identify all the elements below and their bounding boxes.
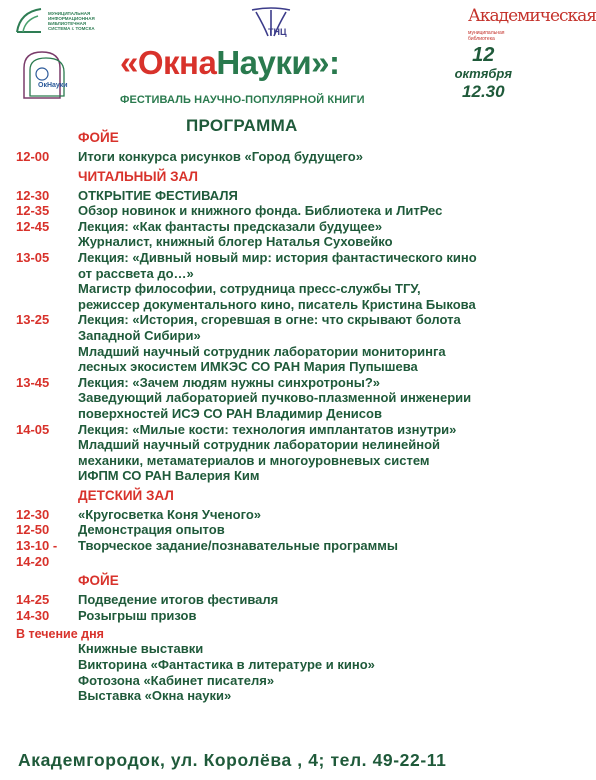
schedule-row (16, 522, 526, 538)
date-time: 12.30 (462, 82, 505, 101)
schedule-row (16, 219, 526, 235)
akadem-logo-small: муниципальная библиотека (468, 30, 505, 42)
row-continuation: режиссер документального кино, писатель Кристина Быкова (78, 296, 476, 312)
row-continuation: механики, метаматериалов и многоуровневых систем (78, 452, 430, 468)
during-item: Выставка «Окна науки» (78, 688, 232, 704)
schedule-row (16, 554, 526, 570)
row-text: Лекция: «Дивный новый мир: история фантастического кино (78, 249, 477, 265)
row-text: Творческое задание/познавательные программы (78, 538, 398, 554)
row-time: 12-35 (16, 203, 50, 219)
row-time: 12-30 (16, 506, 50, 522)
schedule-row (16, 592, 526, 608)
schedule-row (16, 375, 526, 391)
section-during-heading: В течение дня (16, 627, 104, 642)
title-part-red: «Окна (120, 44, 217, 81)
row-continuation: поверхностей ИСЭ СО РАН Владимир Денисов (78, 405, 382, 421)
tnc-logo-label: ТНЦ (268, 27, 287, 37)
date-month: октября (454, 66, 512, 81)
row-time: 14-05 (16, 421, 50, 437)
title-part-green: Науки»: (216, 44, 340, 81)
row-time: 12-50 (16, 522, 50, 538)
date-day: 12 (472, 44, 495, 66)
during-item: Фотозона «Кабинет писателя» (78, 672, 275, 688)
schedule-row (16, 250, 526, 266)
row-text (78, 554, 526, 570)
section-reading-heading: ЧИТАЛЬНЫЙ ЗАЛ (78, 168, 198, 184)
children-hall-list (16, 507, 526, 569)
schedule-row (16, 203, 526, 219)
row-text: Розыгрыш призов (78, 607, 197, 623)
row-text: Обзор новинок и книжного фонда. Библиотека и ЛитРес (78, 203, 443, 219)
row-time: 13-05 (16, 249, 50, 265)
schedule-row (16, 507, 526, 523)
schedule-row (16, 608, 526, 624)
schedule-row (16, 422, 526, 438)
row-text: Лекция: «Как фантасты предсказали будущее» (78, 218, 383, 234)
festival-date (455, 44, 512, 101)
row-time: 13-25 (16, 312, 50, 328)
row-text: Итоги конкурса рисунков «Город будущего» (78, 149, 363, 164)
during-day-list (16, 641, 526, 703)
address-footer: Академгородок, ул. Королёва , 4; тел. 49-22-11 (18, 750, 447, 770)
festival-title (120, 44, 340, 82)
row-text: Демонстрация опытов (78, 522, 225, 538)
row-continuation: Журналист, книжный блогер Наталья Суховейко (78, 234, 393, 250)
row-continuation: Младший научный сотрудник лаборатории мониторинга (78, 343, 446, 359)
section-foyer2-heading: ФОЙЕ (78, 573, 119, 589)
row-continuation: Западной Сибири» (78, 327, 201, 343)
library-logo-text: МУНИЦИПАЛЬНАЯ ИНФОРМАЦИОННАЯ БИБЛИОТЕЧНАЯ СИСТЕМА г. ТОМСКА (48, 10, 95, 32)
akadem-library-logo (468, 6, 596, 46)
schedule-row (16, 188, 526, 204)
row-time: 14-30 (16, 607, 50, 623)
tnc-logo (246, 6, 296, 40)
section-foyer-heading: ФОЙЕ (78, 130, 119, 145)
reading-hall-list (16, 188, 526, 484)
schedule-row (16, 149, 526, 165)
row-time: 12-00 (16, 149, 50, 164)
row-text: Лекция: «Милые кости: технология имплантатов изнутри» (78, 421, 457, 437)
section-children-heading: ДЕТСКИЙ ЗАЛ (78, 487, 174, 503)
row-time: 13-45 (16, 374, 50, 390)
row-text: «Кругосветка Коня Ученого» (78, 506, 261, 522)
schedule-row (16, 538, 526, 554)
row-continuation: Заведующий лабораторией пучково-плазменной инженерии (78, 390, 472, 406)
oknauki-logo-label: ОкНауки (38, 82, 68, 89)
oknauki-logo (18, 48, 68, 100)
window-arch-icon (18, 48, 68, 100)
during-item: Книжные выставки (78, 641, 204, 657)
schedule-row (16, 312, 526, 328)
festival-subtitle: ФЕСТИВАЛЬ НАУЧНО-ПОПУЛЯРНОЙ КНИГИ (120, 94, 365, 106)
library-mark-icon (14, 6, 44, 36)
library-logo (14, 6, 104, 36)
row-time: 12-30 (16, 187, 50, 203)
row-time: 12-45 (16, 218, 50, 234)
program-heading: ПРОГРАММА (186, 116, 298, 135)
row-text: ОТКРЫТИЕ ФЕСТИВАЛЯ (78, 187, 238, 203)
row-time: 14-25 (16, 592, 50, 608)
row-continuation: Младший научный сотрудник лаборатории нелинейной (78, 437, 441, 453)
foyer2-list (16, 592, 526, 623)
row-text: Лекция: «История, сгоревшая в огне: что скрывают болота (78, 312, 461, 328)
akadem-logo-big: Академическая (468, 6, 596, 26)
row-text: Подведение итогов фестиваля (78, 592, 279, 608)
row-text: Лекция: «Зачем людям нужны синхротроны?» (78, 374, 380, 390)
row-continuation: лесных экосистем ИМКЭС СО РАН Мария Пупышева (78, 359, 418, 375)
row-continuation: Магистр философии, сотрудница пресс-службы ТГУ, (78, 281, 421, 297)
row-time: 13-10 - (16, 538, 58, 554)
row-continuation: от рассвета до…» (78, 265, 194, 281)
during-item: Викторина «Фантастика в литературе и кино» (78, 657, 375, 673)
schedule (16, 130, 526, 704)
row-continuation: ИФПМ СО РАН Валерия Ким (78, 468, 260, 484)
row-time: 14-20 (16, 553, 50, 569)
